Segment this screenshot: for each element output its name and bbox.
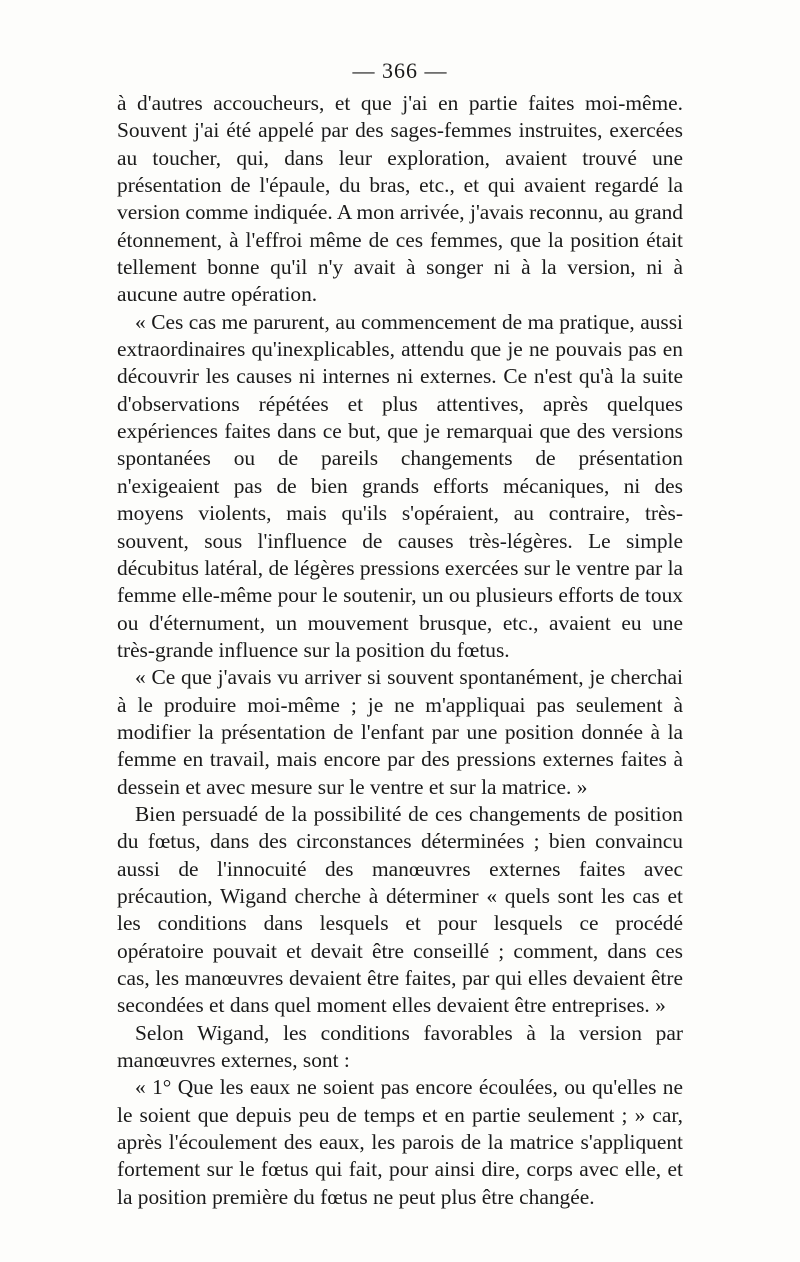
paragraph-1: à d'autres accoucheurs, et que j'ai en partie faites moi-même. Souvent j'ai été appelé par des sages-femmes instruites, exercées au toucher, qui, dans leur exploration, avaient trouvé une présentation de l'épaule, du bras, etc., et qui avaient regardé la version comme indiquée. A mon arrivée, j'avais reconnu, au grand étonnement, à l'effroi même de ces femmes, que la position était tellement bonne qu'il n'y avait à songer ni à la version, ni à aucune autre opération. [117,91,683,307]
page-number: — 366 — [352,58,448,83]
paragraph-2: « Ces cas me parurent, au commencement de ma pratique, aussi extraordinaires qu'inexplicables, attendu que je ne pouvais pas en découvrir les causes ni internes ni externes. Ce n'est qu'à la suite d'observations répétées et plus attentives, après quelques expériences faites dans ce but, que je remarquai que des versions spontanées ou de pareils changements de présentation n'exigeaient pas de bien grands efforts mécaniques, ni des moyens violents, mais qu'ils s'opéraient, au contraire, très-souvent, sous l'influence de causes très-légères. Le simple décubitus latéral, de légères pressions exercées sur le ventre par la femme elle-même pour le soutenir, un ou plusieurs efforts de toux ou d'éternument, un mouvement brusque, etc., avaient eu une très-grande influence sur la position du fœtus. [117,309,684,662]
paragraph-5: Selon Wigand, les conditions favorables à la version par manœuvres externes, sont : [117,1020,683,1073]
paragraph-4: Bien persuadé de la possibilité de ces changements de position du fœtus, dans des circonstances déterminées ; bien convaincu aussi de l'innocuité des manœuvres externes faites avec précaution, Wigand cherche à déterminer « quels sont les cas et les conditions dans lesquels et pour lesquels ce procédé opératoire pouvait et devait être conseillé ; comment, dans ces cas, les manœuvres devaient être faites, par qui elles devaient être secondées et dans quel moment elles devaient être entreprises. » [117,801,683,1018]
paragraph-6: « 1° Que les eaux ne soient pas encore écoulées, ou qu'elles ne le soient que depuis peu de temps et en partie seulement ; » car, après l'écoulement des eaux, les parois de la matrice s'appliquent fortement sur le fœtus qui fait, pour ainsi dire, corps avec elle, et la position première du fœtus ne peut plus être changée. [117,1075,683,1209]
paragraph-3: « Ce que j'avais vu arriver si souvent spontanément, je cherchai à le produire moi-même ; je ne m'appliquai pas seulement à modifier la présentation de l'enfant par une position donnée à la femme en travail, mais encore par des pressions externes faites à dessein et avec mesure sur le ventre et sur la matrice. » [117,665,683,799]
body-text [117,90,683,1211]
